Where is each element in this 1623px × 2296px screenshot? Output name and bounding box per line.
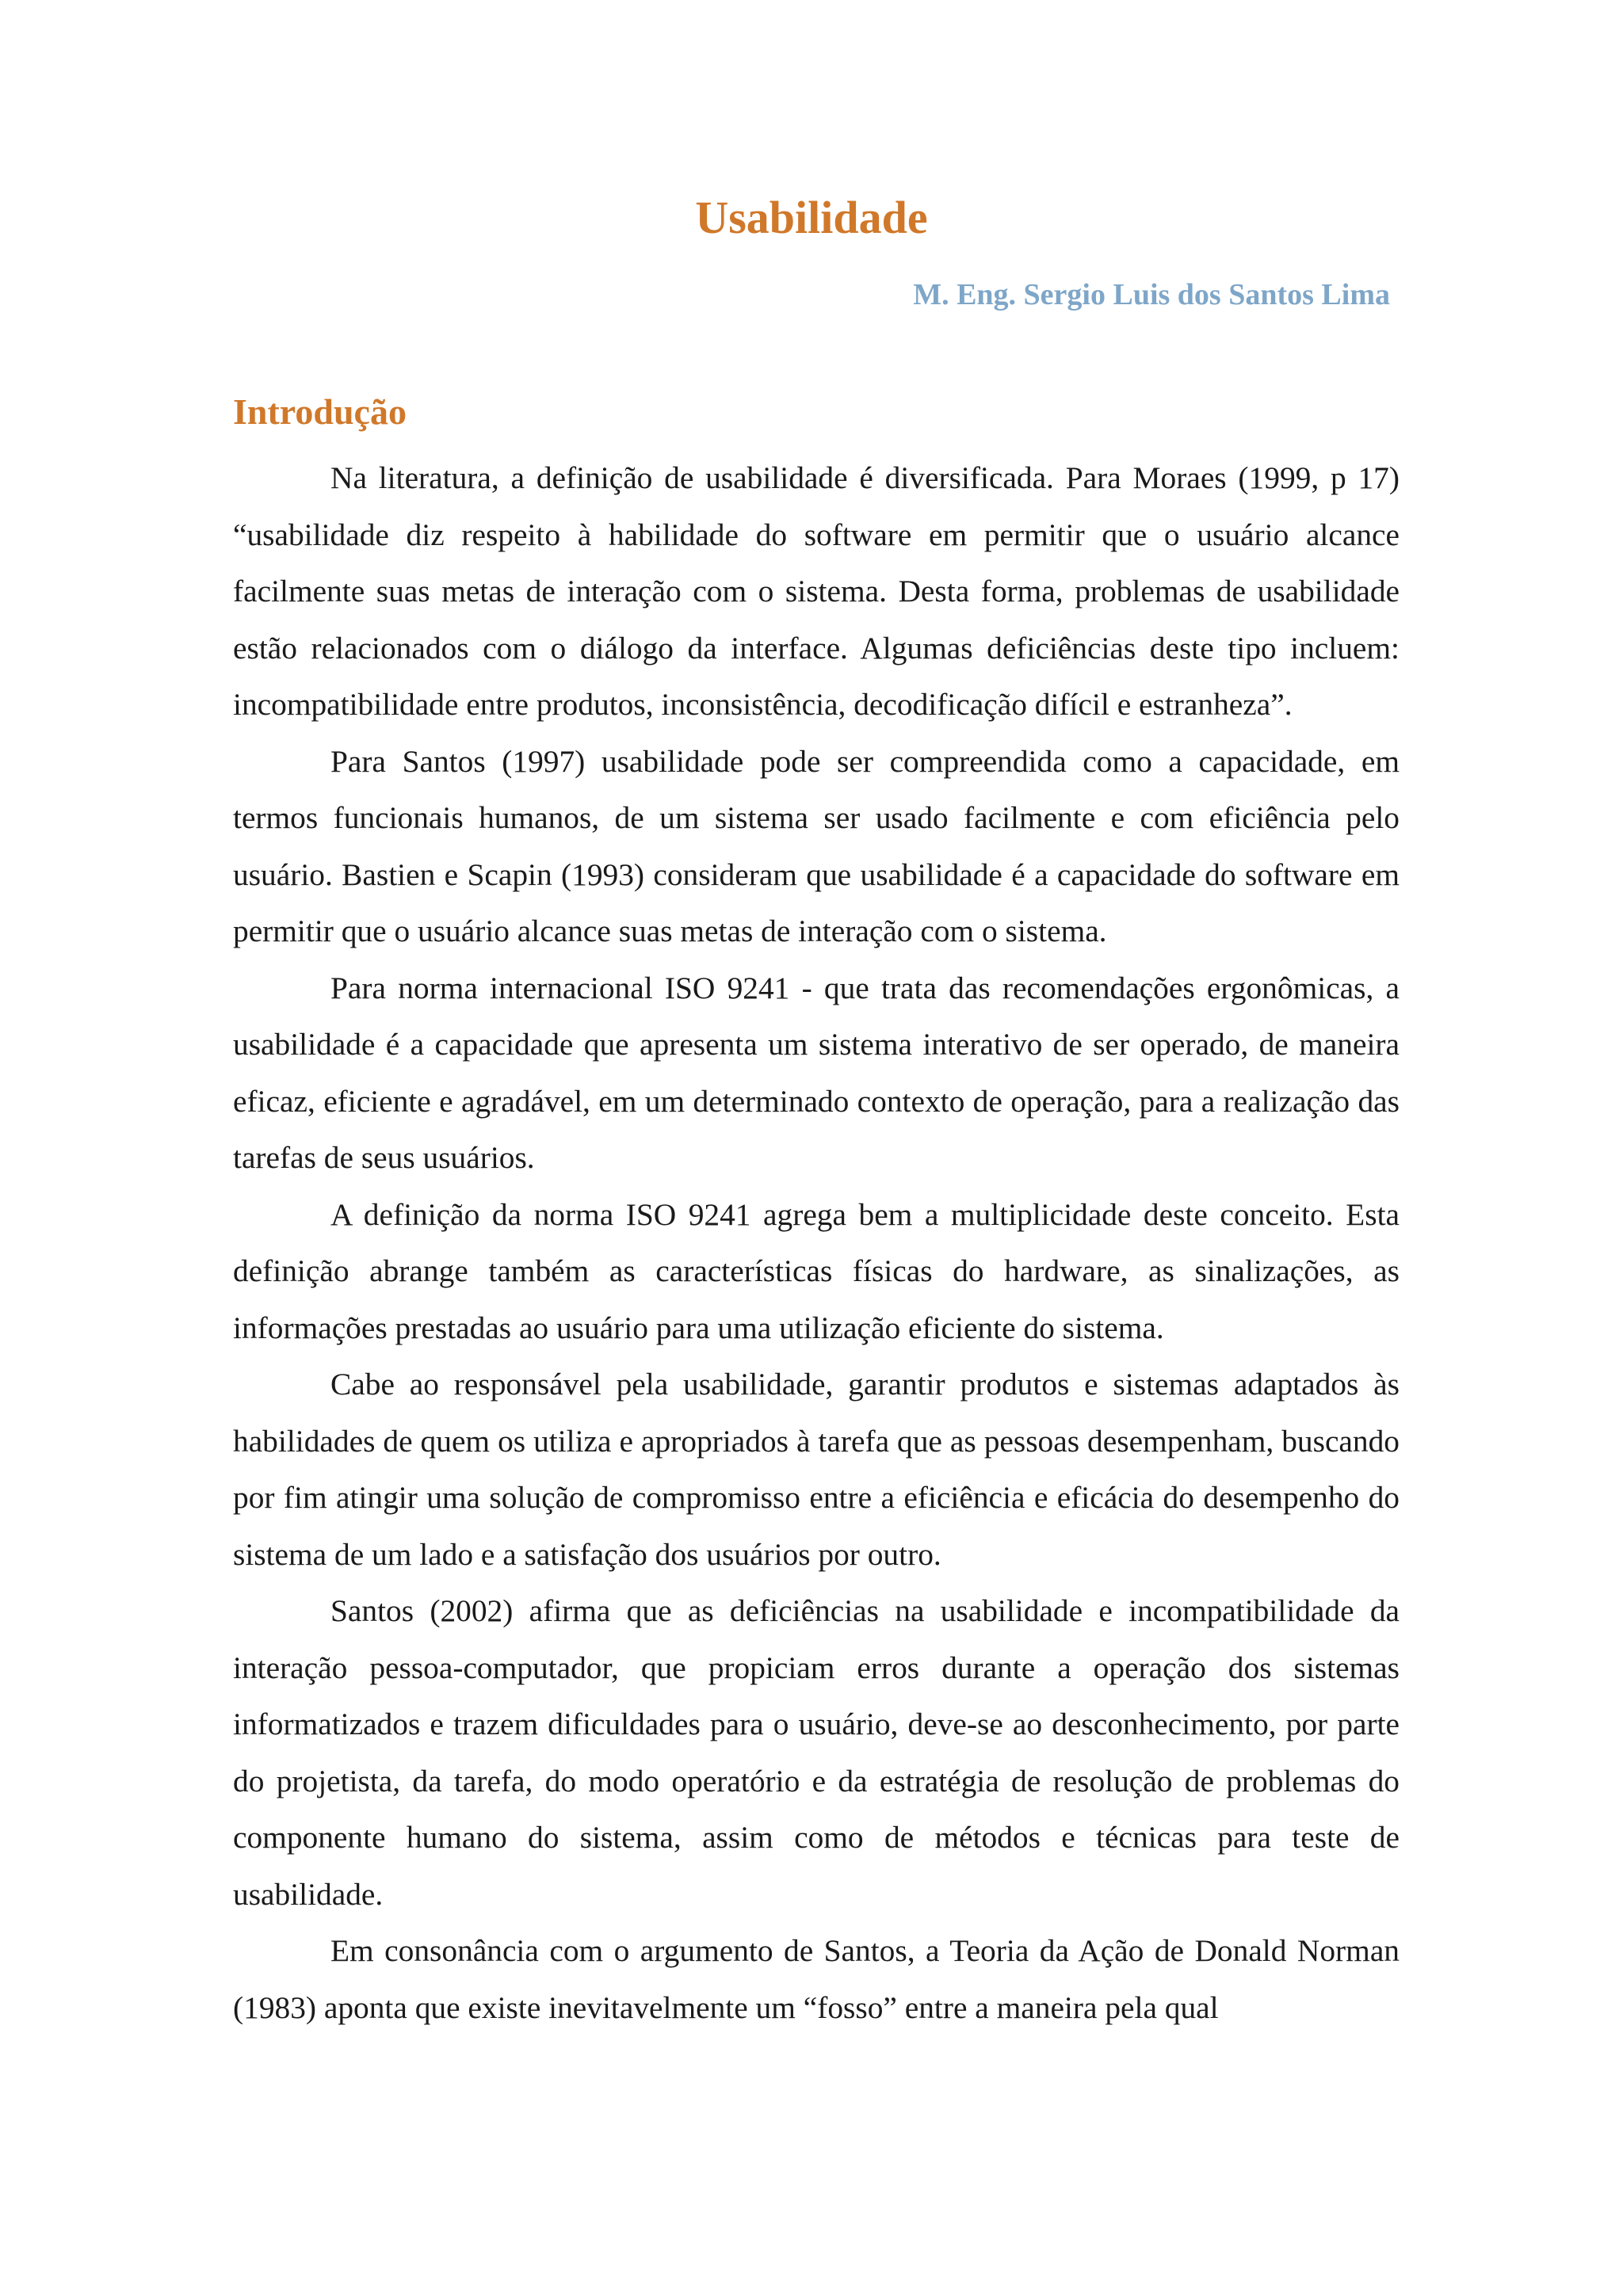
paragraph: Para norma internacional ISO 9241 - que trata das recomendações ergonômicas, a usabilidade é a capacidade que apresenta um sistema interativo de ser operado, de maneira eficaz, eficiente e agradável, em um determinado contexto de operação, para a realização das tarefas de seus usuários. — [233, 970, 1400, 1175]
document-author: M. Eng. Sergio Luis dos Santos Lima — [913, 278, 1390, 311]
paragraph: Santos (2002) afirma que as deficiências na usabilidade e incompatibilidade da interação pessoa-computador, que propiciam erros durante a operação dos sistemas informatizados e trazem dificuldades para o usuário, deve-se ao desconhecimento, por parte do projetista, da tarefa, do modo operatório e da estratégia de resolução de problemas do componente humano do sistema, assim como de métodos e técnicas para teste de usabilidade. — [233, 1593, 1400, 1912]
body-text — [233, 450, 1400, 2036]
section-heading-introducao: Introdução — [233, 391, 407, 432]
paragraph: Em consonância com o argumento de Santos, a Teoria da Ação de Donald Norman (1983) aponta que existe inevitavelmente um “fosso” entre a maneira pela qual — [233, 1933, 1400, 2025]
document-title: Usabilidade — [695, 192, 928, 243]
paragraph: A definição da norma ISO 9241 agrega bem a multiplicidade deste conceito. Esta definição abrange também as características físicas do hardware, as sinalizações, as informações prestadas ao usuário para uma utilização eficiente do sistema. — [233, 1196, 1400, 1345]
paragraph: Na literatura, a definição de usabilidade é diversificada. Para Moraes (1999, p 17) “usabilidade diz respeito à habilidade do software em permitir que o usuário alcance facilmente suas metas de interação com o sistema. Desta forma, problemas de usabilidade estão relacionados com o diálogo da interface. Algumas deficiências deste tipo incluem: incompatibilidade entre produtos, inconsistência, decodificação difícil e estranheza”. — [233, 460, 1400, 722]
paragraph: Cabe ao responsável pela usabilidade, garantir produtos e sistemas adaptados às habilidades de quem os utiliza e apropriados à tarefa que as pessoas desempenham, buscando por fim atingir uma solução de compromisso entre a eficiência e eficácia do desempenho do sistema de um lado e a satisfação dos usuários por outro. — [233, 1367, 1400, 1572]
paragraph: Para Santos (1997) usabilidade pode ser compreendida como a capacidade, em termos funcionais humanos, de um sistema ser usado facilmente e com eficiência pelo usuário. Bastien e Scapin (1993) consideram que usabilidade é a capacidade do software em permitir que o usuário alcance suas metas de interação com o sistema. — [233, 743, 1400, 948]
